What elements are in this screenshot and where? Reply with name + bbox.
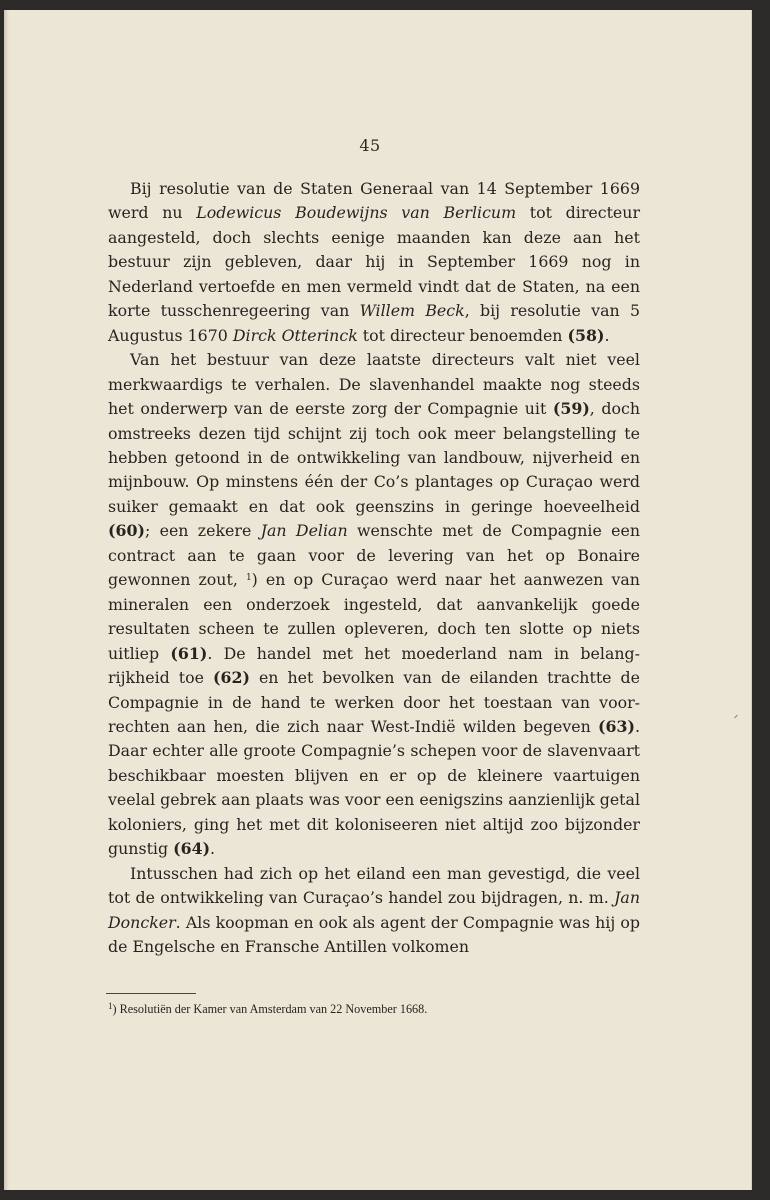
italic-name: Lodewicus Boudewijns van Berlicum	[196, 203, 517, 223]
text-run: , bij resolutie van 5 Augustus 1670	[108, 301, 640, 345]
text-run: . Als koopman en ook als agent der Compagnie was hij op de Engelsche en Fransche Antillen volkomen	[108, 912, 640, 957]
text-run: .	[210, 839, 216, 859]
reference-number: (60)	[108, 521, 145, 541]
text-run: . De handel met het moederland nam in belangrijkheid toe	[108, 643, 640, 688]
text-run: Van het bestuur van deze laatste directeurs valt niet veel merkwaardigs te verhalen. De slavenhandel maakte nog steeds het onderwerp van de eerste zorg der Compagnie uit	[108, 350, 640, 419]
paragraph	[108, 177, 640, 348]
text-run: wenschte met de Compagnie een contract aan te gaan voor de levering van het op Bonaire gewonnen zout,	[108, 521, 641, 590]
footnote	[108, 1000, 640, 1018]
italic-name: Dirck Otterinck	[232, 325, 358, 345]
text-run: .	[604, 325, 610, 345]
text-run: ) en op Curaçao werd naar het aanwezen van mineralen een onderzoek ingesteld, dat aanvankelijk goede resultaten scheen te zullen opleveren, doch ten slotte op niets uitliep	[108, 570, 640, 663]
footnote-reference: 1	[245, 573, 252, 584]
reference-number: (62)	[213, 668, 250, 688]
italic-name: Jan Doncker	[108, 888, 640, 932]
paragraph	[108, 348, 640, 862]
reference-number: (58)	[567, 325, 605, 345]
text-run: , doch omstreeks dezen tijd schijnt zij toch ook meer belangstelling te hebben getoond in de ontwikkeling van landbouw, nijverheid en mijnbouw. Op minstens één der Co’s plantages op Curaçao werd suiker gemaakt en dat ook geenszins in geringe hoeveelheid	[108, 399, 641, 516]
footnote-text: Resolutiën der Kamer van Amsterdam van 22 November 1668.	[116, 1002, 428, 1016]
footnote-separator	[106, 993, 196, 994]
reference-number: (64)	[173, 839, 211, 859]
reference-number: (59)	[552, 399, 590, 419]
page-number: 45	[359, 136, 381, 155]
page-binding-edge	[4, 10, 9, 1190]
italic-name: Jan Delian	[260, 521, 348, 541]
reference-number: (61)	[170, 643, 208, 663]
paragraph	[108, 862, 640, 960]
text-run: . Daar echter alle groote Compagnie’s schepen voor de slavenvaart beschikbaar moesten blijven en er op de kleinere vaartuigen veelal gebrek aan plaats was voor een eenigszins aanzienlijk getal koloniers, ging het met dit koloniseeren niet altijd zoo bijzonder gunstig	[108, 716, 640, 859]
italic-name: Willem Beck	[359, 301, 465, 321]
text-run: Intusschen had zich op het eiland een man gevestigd, die veel tot de ontwikkeling van Curaçao’s handel zou bijdragen, n. m.	[108, 863, 640, 908]
text-run: tot directeur aangesteld, doch slechts eenige maanden kan deze aan het bestuur zijn gebleven, daar hij in September 1669 nog in Nederland vertoefde en men vermeld vindt dat de Staten, na een korte tusschenregeering van	[108, 203, 640, 321]
body-text	[108, 177, 640, 960]
footnote-marker-suffix: )	[112, 1002, 117, 1016]
text-run: Bij resolutie van de Staten Generaal van 14 September 1669 werd nu	[108, 179, 640, 223]
footnote-marker: 1	[108, 1001, 113, 1011]
text-run: en het bevolken van de eilanden trachtte de Compagnie in de hand te werken door het toestaan van voorrechten aan hen, die zich naar West-Indië wilden begeven	[108, 668, 640, 736]
text-run: tot directeur benoemden	[357, 325, 568, 345]
reference-number: (63)	[598, 716, 635, 736]
text-run: ; een zekere	[144, 521, 261, 541]
